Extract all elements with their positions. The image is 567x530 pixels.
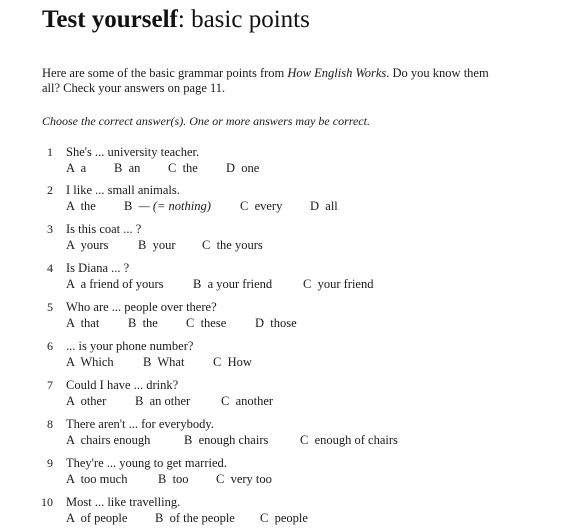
question-number: 8: [47, 417, 53, 431]
question-text: Who are ... people over there?: [66, 300, 217, 314]
question-number: 7: [47, 378, 53, 392]
question-number: 9: [47, 456, 53, 470]
answer-option: C How: [213, 355, 252, 369]
answer-option: A too much: [66, 472, 128, 486]
answer-option: C every: [240, 199, 283, 213]
question-text: Most ... like travelling.: [66, 495, 181, 509]
answer-option: D all: [310, 199, 338, 213]
question-number: 4: [47, 261, 53, 275]
answer-option: A that: [66, 316, 100, 330]
instructions: Choose the correct answer(s). One or more answers may be correct.: [42, 114, 370, 128]
answer-option: C very too: [216, 472, 272, 486]
question-number: 2: [47, 183, 53, 197]
question-text: Is Diana ... ?: [66, 261, 130, 275]
answer-option: B the: [128, 316, 158, 330]
question-text: She's ... university teacher.: [66, 145, 200, 159]
intro-part1: Here are some of the basic grammar points from: [42, 66, 288, 80]
question-text: They're ... young to get married.: [66, 456, 227, 470]
answer-option: B your: [138, 238, 176, 252]
answer-option: B a your friend: [193, 277, 273, 291]
question-text: ... is your phone number?: [66, 339, 194, 353]
question-number: 6: [47, 339, 53, 353]
answer-option: A a friend of yours: [66, 277, 164, 291]
answer-option: B — (= nothing): [124, 199, 211, 213]
answer-option: B of the people: [155, 511, 235, 525]
answer-option: B an other: [135, 394, 191, 408]
intro-part2: . Do you know them all? Check your answers on page 11.: [42, 66, 489, 95]
answer-option: D one: [226, 161, 260, 175]
answer-option: A Which: [66, 355, 114, 369]
question-text: There aren't ... for everybody.: [66, 417, 214, 431]
question-number: 10: [41, 495, 53, 509]
answer-option: A of people: [66, 511, 128, 525]
question-number: 3: [47, 222, 53, 236]
answer-option: A chairs enough: [66, 433, 151, 447]
question-text: I like ... small animals.: [66, 183, 180, 197]
title-rest: : basic points: [177, 6, 310, 33]
answer-option: C the: [168, 161, 198, 175]
answer-option: B What: [143, 355, 185, 369]
answer-option: C the yours: [202, 238, 263, 252]
answer-option: A other: [66, 394, 107, 408]
answer-option: B an: [114, 161, 141, 175]
question-number: 5: [47, 300, 53, 314]
answer-option: C your friend: [303, 277, 374, 291]
answer-option: A the: [66, 199, 96, 213]
question-text: Could I have ... drink?: [66, 378, 179, 392]
answer-option: C enough of chairs: [300, 433, 398, 447]
answer-option: B too: [158, 472, 189, 486]
intro-book-title: How English Works: [287, 66, 387, 80]
question-number: 1: [47, 145, 53, 159]
intro-paragraph: [42, 66, 502, 96]
title-bold: Test yourself: [42, 6, 178, 33]
answer-option: C people: [260, 511, 308, 525]
answer-option: D those: [255, 316, 297, 330]
answer-option: A yours: [66, 238, 109, 252]
question-text: Is this coat ... ?: [66, 222, 142, 236]
answer-option: C another: [221, 394, 274, 408]
answer-option: B enough chairs: [184, 433, 269, 447]
page-title: [42, 6, 310, 34]
answer-option: C these: [186, 316, 227, 330]
answer-option: A a: [66, 161, 87, 175]
